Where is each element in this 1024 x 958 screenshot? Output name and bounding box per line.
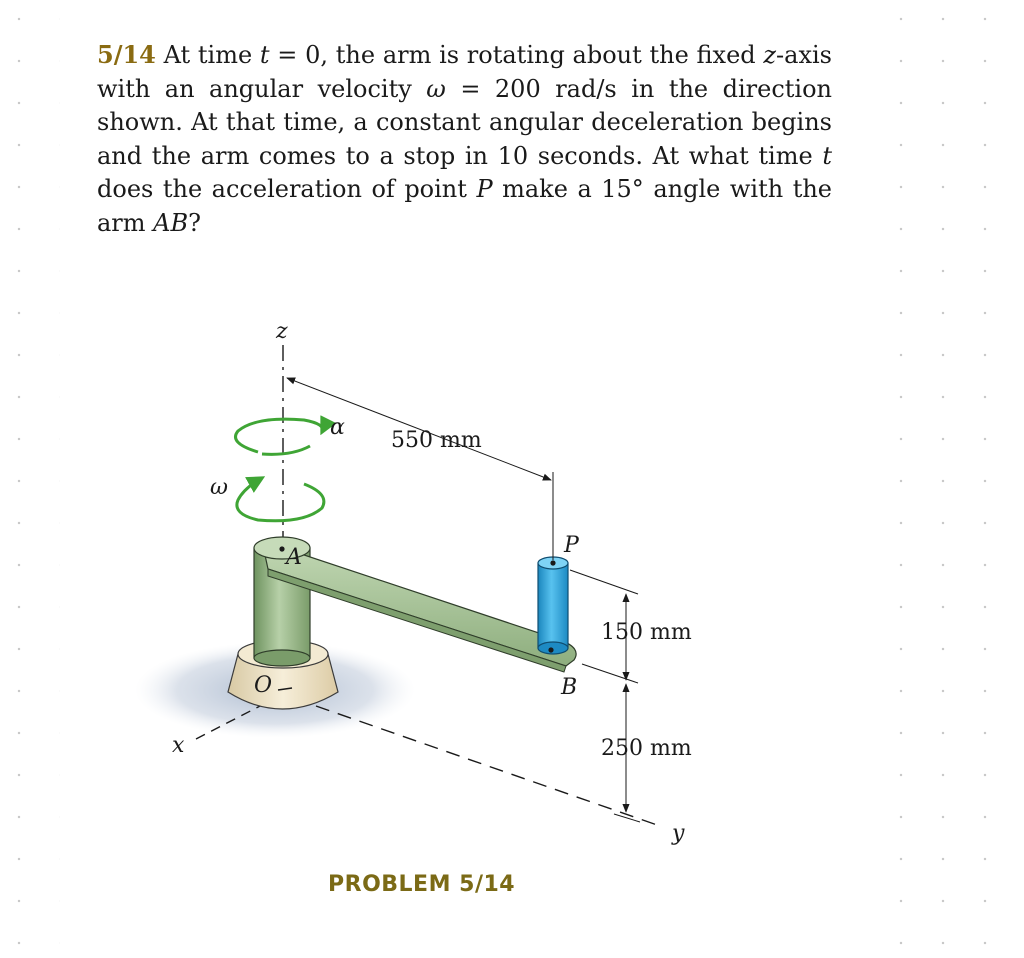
label-b: B <box>561 675 578 700</box>
point-b-dot <box>548 647 553 652</box>
y-axis-line <box>316 706 660 826</box>
label-x: x <box>172 733 185 758</box>
math-symbol: ω <box>426 74 446 103</box>
label-a: A <box>286 545 302 570</box>
problem-text: does the acceleration of point <box>97 175 477 203</box>
label-y: y <box>672 821 685 846</box>
dim-b-extension <box>582 664 638 683</box>
problem-text: ? <box>188 208 202 237</box>
alpha-arrow-front <box>262 446 310 454</box>
problem-text: At time <box>163 41 260 69</box>
point-a-dot <box>279 546 284 551</box>
shaft-bottom <box>254 650 310 666</box>
label-550mm: 550 mm <box>391 428 482 453</box>
label-150mm: 150 mm <box>601 620 692 645</box>
problem-text: = 0, the arm is rotating about the fixed <box>269 41 764 69</box>
point-p-dot <box>550 560 555 565</box>
problem-text: = 200 rad/s in the direction shown. At that time, a constant angular deceleration begins and the arm comes to a stop in 10 seconds. At what time <box>97 74 833 170</box>
pin-bottom <box>538 642 568 654</box>
problem-text: make a 15° angle with the arm <box>97 175 832 237</box>
label-z: z <box>276 319 288 344</box>
label-alpha: α <box>330 415 345 440</box>
math-symbol: t <box>822 141 832 170</box>
omega-arrow <box>237 478 324 521</box>
label-omega: ω <box>210 475 228 500</box>
dim-p-extension <box>570 570 638 594</box>
math-symbol: z <box>763 41 777 69</box>
math-symbol: P <box>476 175 493 203</box>
label-p: P <box>564 533 579 558</box>
problem-text: -axis with an angular velocity <box>97 41 832 103</box>
pin-cylinder <box>538 563 568 648</box>
problem-number: 5/14 <box>97 40 156 69</box>
label-250mm: 250 mm <box>601 736 692 761</box>
math-symbol: t <box>259 41 270 69</box>
math-symbol: AB <box>153 208 189 237</box>
label-o: O <box>254 673 273 698</box>
figure-caption: PROBLEM 5/14 <box>328 872 516 897</box>
